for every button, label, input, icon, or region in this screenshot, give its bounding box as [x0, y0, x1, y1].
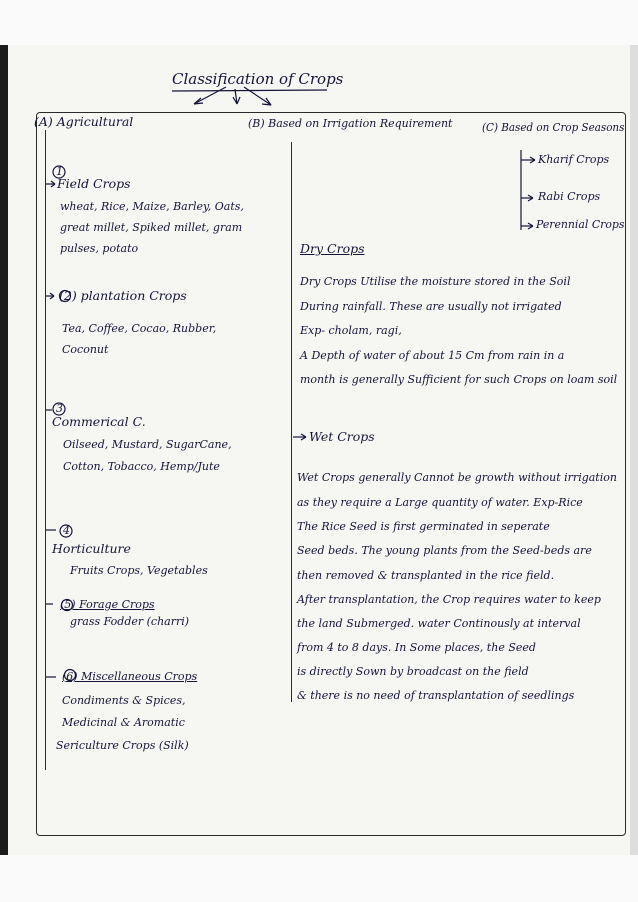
- wet-crops-line: After transplantation, the Crop requires water to keep: [297, 593, 601, 606]
- field-crops-heading: Field Crops: [57, 176, 131, 191]
- misc-crops-heading: (6) Miscellaneous Crops: [62, 670, 198, 683]
- wet-crops-line: & there is no need of transplantation of seedlings: [297, 689, 575, 702]
- forage-crops-heading: (5) Forage Crops: [60, 598, 155, 611]
- wet-crops-line: is directly Sown by broadcast on the field: [297, 665, 529, 678]
- wet-crops-line: Seed beds. The young plants from the Seed-beds are: [297, 544, 592, 557]
- column-c-heading: (C) Based on Crop Seasons: [482, 121, 625, 134]
- misc-crops-line: Condiments & Spices,: [62, 694, 186, 707]
- dry-crops-line: Dry Crops Utilise the moisture stored in the Soil: [300, 275, 571, 288]
- page-title: Classification of Crops: [172, 70, 344, 88]
- field-crops-line: wheat, Rice, Maize, Barley, Oats,: [60, 200, 244, 213]
- dry-crops-line: Exp- cholam, ragi,: [300, 324, 402, 337]
- wet-crops-line: then removed & transplanted in the rice field.: [297, 569, 555, 582]
- dry-crops-heading: Dry Crops: [300, 241, 365, 256]
- commercial-crops-line: Cotton, Tobacco, Hemp/Jute: [63, 460, 220, 473]
- horticulture-line: Fruits Crops, Vegetables: [70, 564, 208, 577]
- dry-crops-line: A Depth of water of about 15 Cm from rain in a: [300, 349, 565, 362]
- field-crops-line: pulses, potato: [60, 242, 139, 255]
- plantation-crops-heading: (2) plantation Crops: [59, 288, 187, 303]
- horticulture-heading: Horticulture: [52, 541, 131, 556]
- dry-crops-line: month is generally Sufficient for such Crops on loam soil: [300, 373, 618, 386]
- wet-crops-line: The Rice Seed is first germinated in seperate: [297, 520, 550, 533]
- misc-crops-line: Sericulture Crops (Silk): [56, 739, 189, 752]
- wet-crops-line: from 4 to 8 days. In Some places, the Seed: [297, 641, 536, 654]
- commercial-crops-line: Oilseed, Mustard, SugarCane,: [63, 438, 232, 451]
- season-kharif: Kharif Crops: [538, 153, 610, 166]
- dry-crops-line: During rainfall. These are usually not irrigated: [300, 300, 562, 313]
- column-b-heading: (B) Based on Irrigation Requirement: [248, 117, 453, 130]
- wet-crops-heading: Wet Crops: [309, 429, 375, 444]
- field-crops-line: great millet, Spiked millet, gram: [60, 221, 243, 234]
- season-rabi: Rabi Crops: [538, 190, 601, 203]
- plantation-crops-line: Coconut: [62, 343, 109, 356]
- season-perennial: Perennial Crops: [536, 218, 625, 231]
- commercial-crops-number: 3: [56, 402, 63, 415]
- plantation-crops-line: Tea, Coffee, Cocao, Rubber,: [62, 322, 217, 335]
- misc-crops-line: Medicinal & Aromatic: [62, 716, 185, 729]
- wet-crops-line: as they require a Large quantity of water. Exp-Rice: [297, 496, 583, 509]
- column-a-heading: (A) Agricultural: [34, 114, 134, 129]
- horticulture-number: 4: [63, 524, 70, 537]
- commercial-crops-heading: Commerical C.: [52, 414, 146, 429]
- wet-crops-line: the land Submerged. water Continously at interval: [297, 617, 581, 630]
- wet-crops-line: Wet Crops generally Cannot be growth without irrigation: [297, 471, 617, 484]
- forage-crops-line: grass Fodder (charri): [70, 615, 190, 628]
- field-crops-number: 1: [56, 165, 63, 178]
